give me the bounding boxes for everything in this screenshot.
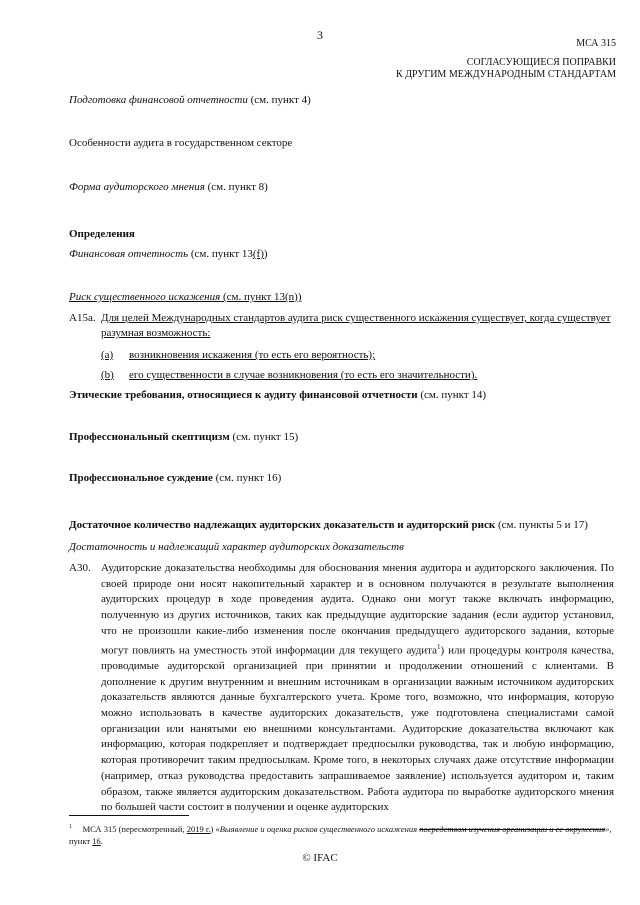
footnote-title: Выявление и оценка рисков существенного искажения bbox=[219, 823, 420, 834]
footnote-marker: 1 bbox=[69, 824, 72, 830]
doc-code: МСА 315 bbox=[576, 38, 616, 49]
section-title: Риск существенного искажения bbox=[69, 291, 221, 303]
list-label-a: (a) bbox=[101, 349, 114, 361]
section-ref-underlined: (f) bbox=[252, 248, 264, 260]
para-a15a-line-2: разумная возможность: bbox=[101, 327, 211, 339]
list-item-a: возникновения искажения (то есть его вероятность); bbox=[129, 349, 376, 361]
footnote-para-ref: 16 bbox=[92, 835, 101, 846]
section-ref: (см. пункт 15) bbox=[229, 431, 299, 443]
section-rmm bbox=[69, 291, 302, 303]
para-a15a-line-1: Для целей Международных стандартов аудита риск существенного искажения существует, когда существует bbox=[101, 312, 611, 324]
section-public-sector: Особенности аудита в государственном секторе bbox=[69, 137, 293, 149]
para-label-a30: A30. bbox=[69, 562, 91, 574]
section-ref: (см. пункт 16) bbox=[212, 472, 282, 484]
section-ref: (см. пункты 5 и 17) bbox=[495, 519, 588, 531]
section-title: Профессиональное суждение bbox=[69, 472, 213, 484]
section-sufficiency: Достаточность и надлежащий характер аудиторских доказательств bbox=[69, 541, 404, 553]
footnote-ref: 1 bbox=[437, 642, 441, 651]
section-judgment bbox=[69, 472, 281, 484]
section-prep-fs bbox=[69, 94, 311, 106]
footnote-text: . bbox=[100, 835, 103, 846]
section-title: Этические требования, относящиеся к аудиту финансовой отчетности bbox=[69, 389, 418, 401]
section-skepticism bbox=[69, 431, 298, 443]
footnote-title-close: » bbox=[605, 823, 610, 834]
section-title: Подготовка финансовой отчетности bbox=[69, 94, 248, 106]
footnote bbox=[69, 821, 615, 847]
section-ethics bbox=[69, 389, 486, 401]
para-a30-text-2: ) или процедуры контроля качества, проводимые аудиторской организацией при принятии и продолжении отношений с клиентами. В дополнение к другим внутренним и внешним источникам в организации важным источником аудиторских доказательств являются данные бухгалтерского учета. Кроме того, возможно, что информация, которую можно использовать в качестве аудиторских доказательств, уже подготовлена специалистами самой организации или нанятыми ею внешними консультантами. Аудиторские доказательства включают как информацию, которая подкрепляет и подтверждает предпосылки руководства, так и любую информацию, которая противоречит таким предпосылкам. Кроме того, в некоторых случаях даже отсутствие информации (например, отказ руководства предоставить запрашиваемое заявление) используется аудитором и, таким образом, также является аудиторским доказательством. Работа аудитора по выработке аудиторского мнения по большей части состоит в получении и оценке аудиторских bbox=[101, 644, 614, 814]
header-line-2: К ДРУГИМ МЕЖДУНАРОДНЫМ СТАНДАРТАМ bbox=[396, 69, 616, 80]
footnote-text: МСА 315 (пересмотренный, bbox=[82, 823, 187, 834]
footnote-text-underlined: 2019 г. bbox=[186, 823, 211, 834]
para-a30-text-1: Аудиторские доказательства необходимы для обоснования мнения аудитора и аудиторского заключения. По своей природе они носят накопительный характер и в основном получаются в результате выполнения аудиторских процедур в ходе проведения аудита. Однако они могут также включать информацию, полученную из других источников, таких как предыдущие аудиторские задания (если аудитор установил, что не произошли какие-либо изменения после окончания предыдущего аудиторского задания, которые могут повлиять на уместность этой информации для текущего аудита bbox=[101, 562, 614, 657]
section-ref-close: ) bbox=[263, 248, 268, 260]
section-title: Достаточное количество надлежащих аудиторских доказательств и аудиторский риск bbox=[69, 519, 496, 531]
header-line-1: СОГЛАСУЮЩИЕСЯ ПОПРАВКИ bbox=[466, 57, 616, 68]
section-ref: (см. пункт 14) bbox=[417, 389, 487, 401]
section-title: Профессиональный скептицизм bbox=[69, 431, 230, 443]
list-label-b: (b) bbox=[101, 369, 114, 381]
running-header bbox=[396, 57, 616, 81]
section-ref: (см. пункт 13(n)) bbox=[220, 291, 302, 303]
section-ref: (см. пункт 4) bbox=[247, 94, 311, 106]
section-opinion-form bbox=[69, 181, 268, 193]
list-item-b: его существенности в случае возникновения (то есть его значительности). bbox=[129, 369, 478, 381]
footnote-title-struck: посредством изучения организации и ее окружения bbox=[419, 823, 606, 834]
footnote-text: , пункт bbox=[69, 823, 612, 846]
footnote-divider bbox=[69, 815, 189, 816]
footer-copyright: © IFAC bbox=[302, 852, 338, 864]
footnote-text: ) « bbox=[210, 823, 220, 834]
section-title: Форма аудиторского мнения bbox=[69, 181, 205, 193]
para-a30 bbox=[101, 561, 614, 816]
page-number: 3 bbox=[317, 28, 323, 42]
para-label-a15a: A15a. bbox=[69, 312, 96, 324]
section-sufficient-evidence bbox=[69, 519, 588, 531]
section-fin-statements bbox=[69, 248, 268, 260]
section-ref: (см. пункт 13 bbox=[188, 248, 253, 260]
section-ref: (см. пункт 8) bbox=[204, 181, 268, 193]
section-definitions: Определения bbox=[69, 228, 135, 240]
section-title: Финансовая отчетность bbox=[69, 248, 189, 260]
